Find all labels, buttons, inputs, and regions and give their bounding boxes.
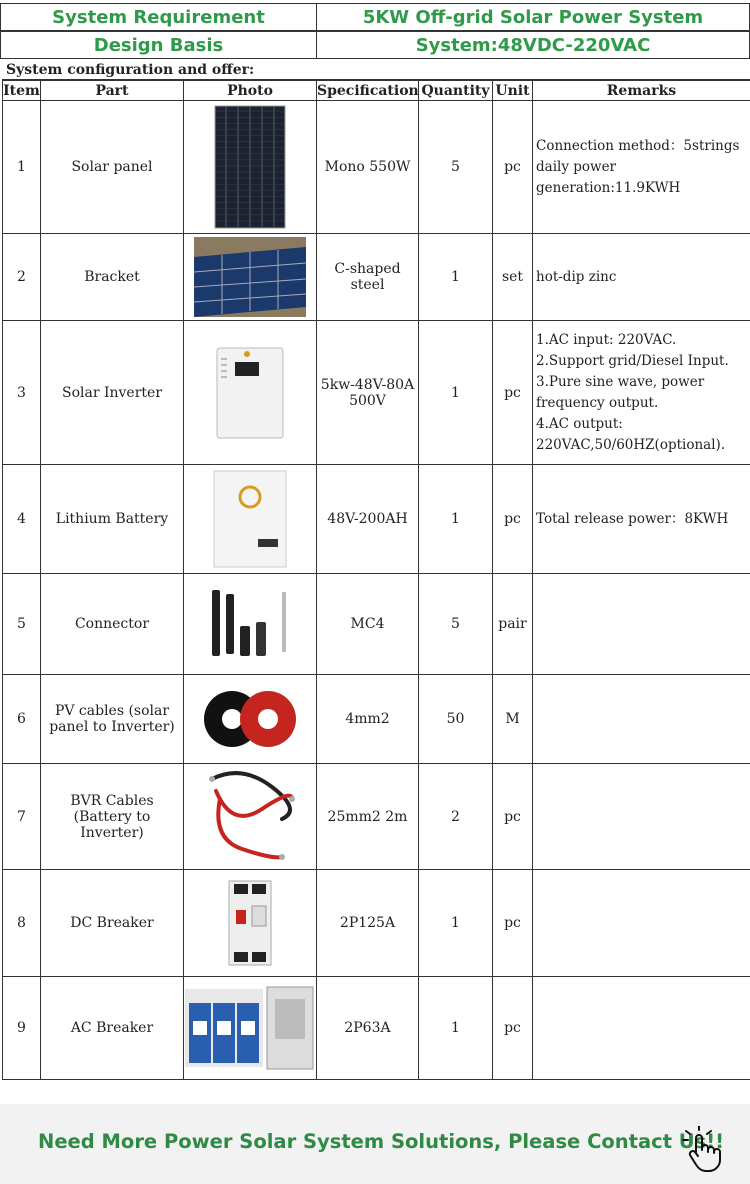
item-cell: 3 — [3, 321, 41, 465]
part-cell: BVR Cables (Battery to Inverter) — [41, 764, 184, 870]
col-part: Part — [41, 81, 184, 101]
header-row-1 — [0, 3, 750, 31]
contact-us-text[interactable]: Need More Power Solar System Solutions, Please Contact Us!! — [38, 1130, 725, 1153]
system-voltage: System:48VDC-220VAC — [317, 31, 750, 59]
remarks-cell — [533, 870, 750, 977]
spec-cell: 48V-200AH — [317, 465, 419, 574]
table-row — [3, 977, 750, 1080]
table-row — [3, 764, 750, 870]
table-header-row — [3, 81, 750, 101]
remarks-line: daily power — [536, 158, 617, 175]
configuration-table — [2, 80, 750, 1080]
hand-click-icon[interactable] — [680, 1126, 728, 1178]
pv-cable-photo — [184, 675, 317, 764]
unit-cell: pc — [493, 870, 533, 977]
quantity-cell: 50 — [419, 675, 493, 764]
quantity-cell: 1 — [419, 465, 493, 574]
item-cell: 6 — [3, 675, 41, 764]
header-row-2 — [0, 31, 750, 59]
spec-cell: 25mm2 2m — [317, 764, 419, 870]
table-row — [3, 574, 750, 675]
table-row — [3, 870, 750, 977]
connector-photo — [184, 574, 317, 675]
unit-cell: pc — [493, 977, 533, 1080]
remarks-line: 3.Pure sine wave, power — [536, 373, 705, 390]
spec-cell: C-shaped steel — [317, 234, 419, 321]
col-photo: Photo — [184, 81, 317, 101]
dc-breaker-photo — [184, 870, 317, 977]
table-row — [3, 234, 750, 321]
spec-cell: 2P125A — [317, 870, 419, 977]
item-cell: 5 — [3, 574, 41, 675]
part-cell: Solar Inverter — [41, 321, 184, 465]
remarks-cell — [533, 465, 750, 574]
spec-cell: Mono 550W — [317, 101, 419, 234]
remarks-line: 2.Support grid/Diesel Input. — [536, 352, 729, 369]
config-title: System configuration and offer: — [2, 61, 750, 80]
remarks-cell — [533, 574, 750, 675]
unit-cell: pc — [493, 101, 533, 234]
quantity-cell: 1 — [419, 234, 493, 321]
ac-breaker-photo — [184, 977, 317, 1080]
unit-cell: set — [493, 234, 533, 321]
remarks-cell — [533, 234, 750, 321]
item-cell: 7 — [3, 764, 41, 870]
part-cell: AC Breaker — [41, 977, 184, 1080]
part-cell: Solar panel — [41, 101, 184, 234]
inverter-photo — [184, 321, 317, 465]
unit-cell: pc — [493, 465, 533, 574]
remarks-line: 1.AC input: 220VAC. — [536, 331, 677, 348]
remarks-cell — [533, 977, 750, 1080]
remarks-cell — [533, 764, 750, 870]
unit-cell: pc — [493, 321, 533, 465]
remarks-cell — [533, 101, 750, 234]
bvr-cable-photo — [184, 764, 317, 870]
bracket-photo — [184, 234, 317, 321]
table-row — [3, 675, 750, 764]
table-row — [3, 465, 750, 574]
item-cell: 2 — [3, 234, 41, 321]
table-row — [3, 101, 750, 234]
col-specification: Specification — [317, 82, 419, 99]
part-cell: DC Breaker — [41, 870, 184, 977]
col-unit: Unit — [493, 81, 533, 101]
unit-cell: M — [493, 675, 533, 764]
remarks-line: 4.AC output: — [536, 415, 623, 432]
unit-cell: pair — [493, 574, 533, 675]
item-cell: 4 — [3, 465, 41, 574]
part-cell: Connector — [41, 574, 184, 675]
remarks-cell — [533, 321, 750, 465]
remarks-cell — [533, 675, 750, 764]
col-quantity: Quantity — [419, 81, 493, 101]
remarks-line: hot-dip zinc — [536, 268, 617, 285]
system-requirement-label: System Requirement — [0, 3, 317, 31]
remarks-line: frequency output. — [536, 394, 659, 411]
col-item: Item — [3, 82, 40, 99]
battery-photo — [184, 465, 317, 574]
quantity-cell: 1 — [419, 870, 493, 977]
col-remarks: Remarks — [533, 81, 750, 101]
item-cell: 8 — [3, 870, 41, 977]
unit-cell: pc — [493, 764, 533, 870]
part-cell: Bracket — [41, 234, 184, 321]
design-basis-label: Design Basis — [0, 31, 317, 59]
spec-cell: 2P63A — [317, 977, 419, 1080]
remarks-line: Connection method：5strings — [536, 137, 740, 154]
quantity-cell: 1 — [419, 321, 493, 465]
solar-panel-photo — [184, 101, 317, 234]
system-title: 5KW Off-grid Solar Power System — [317, 3, 750, 31]
remarks-line: 220VAC,50/60HZ(optional). — [536, 436, 726, 453]
remarks-line: Total release power：8KWH — [536, 510, 729, 527]
spec-cell: 4mm2 — [317, 675, 419, 764]
spec-cell: MC4 — [317, 574, 419, 675]
footer-banner — [0, 1104, 750, 1184]
quantity-cell: 1 — [419, 977, 493, 1080]
quantity-cell: 2 — [419, 764, 493, 870]
item-cell: 1 — [3, 101, 41, 234]
quantity-cell: 5 — [419, 101, 493, 234]
part-cell: Lithium Battery — [41, 465, 184, 574]
quantity-cell: 5 — [419, 574, 493, 675]
spec-cell: 5kw-48V-80A 500V — [317, 321, 419, 465]
table-row — [3, 321, 750, 465]
remarks-line: generation:11.9KWH — [536, 179, 681, 196]
item-cell: 9 — [3, 977, 41, 1080]
part-cell: PV cables (solar panel to Inverter) — [41, 675, 184, 764]
